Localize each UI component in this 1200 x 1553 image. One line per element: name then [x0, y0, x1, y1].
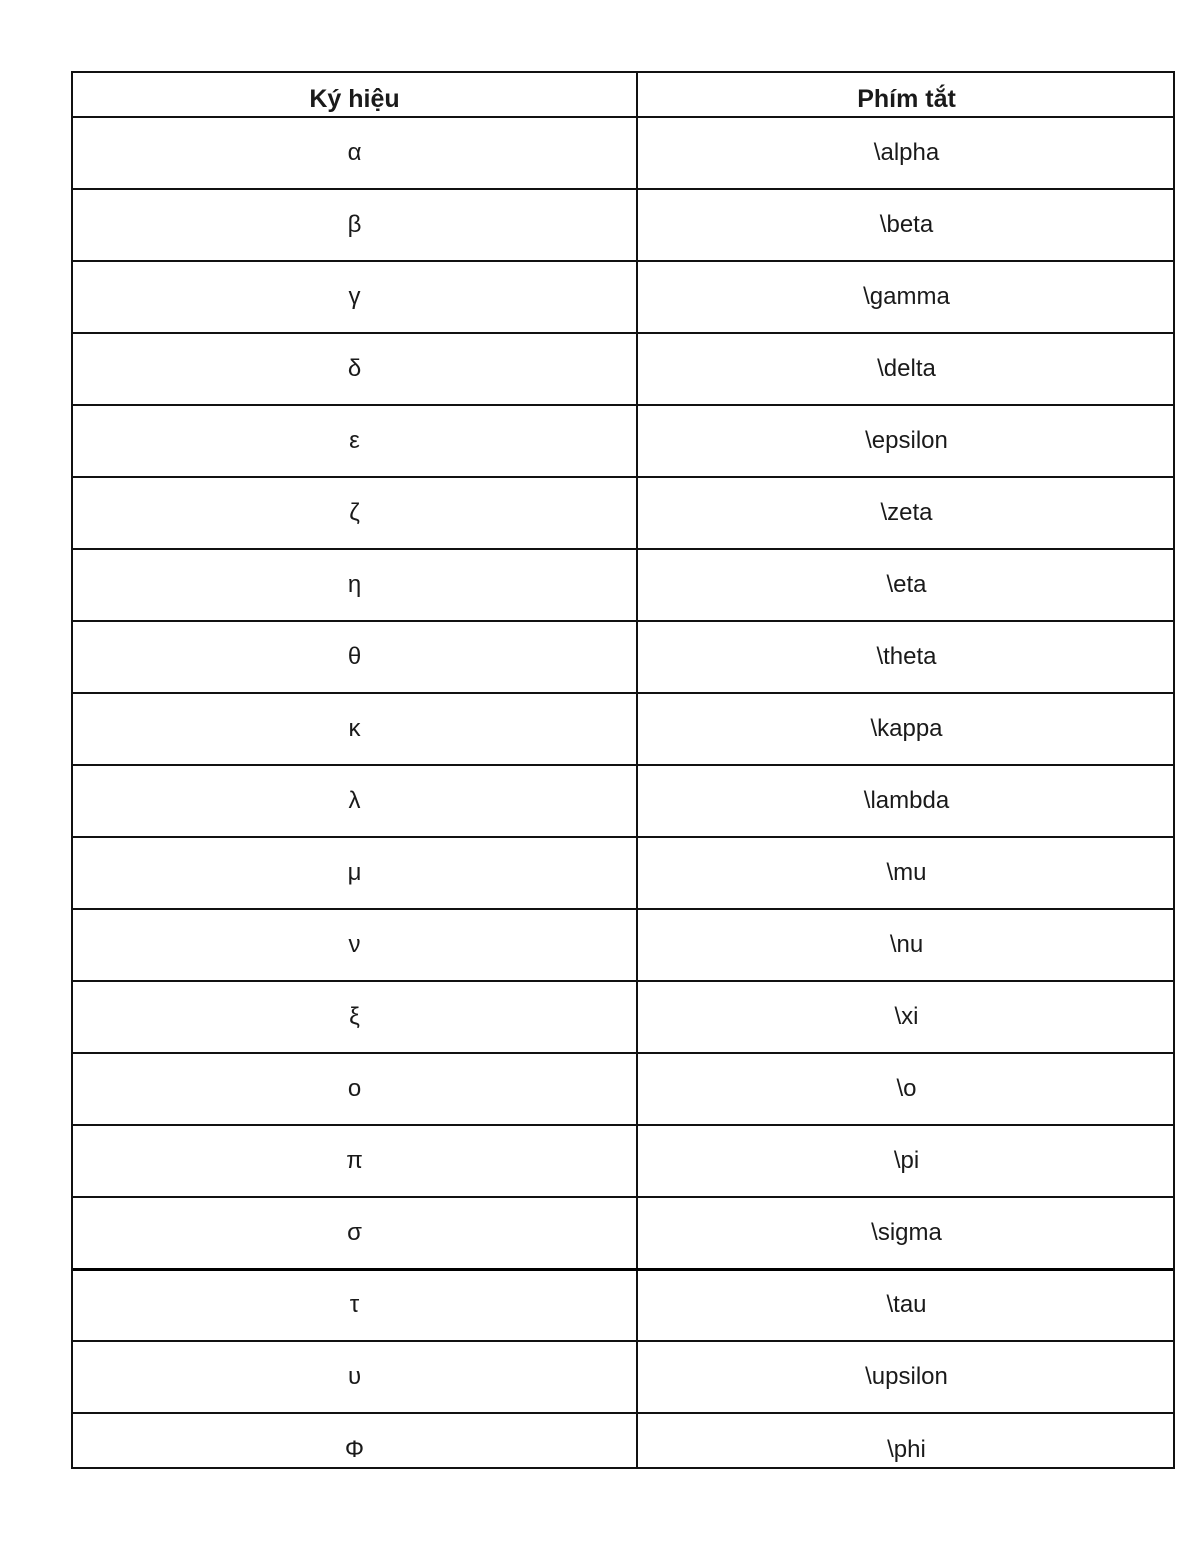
greek-shortcut-table [73, 73, 1175, 1469]
shortcut-cell: \theta [637, 621, 1175, 693]
table-row [73, 549, 1175, 621]
shortcut-cell: \xi [637, 981, 1175, 1053]
table-row [73, 765, 1175, 837]
shortcut-cell: \sigma [637, 1197, 1175, 1269]
table-row [73, 261, 1175, 333]
shortcut-cell: \epsilon [637, 405, 1175, 477]
table-row [73, 477, 1175, 549]
table-row [73, 405, 1175, 477]
shortcut-cell: \phi [637, 1413, 1175, 1469]
symbol-cell: π [73, 1125, 637, 1197]
table-row [73, 1125, 1175, 1197]
shortcut-cell: \zeta [637, 477, 1175, 549]
shortcut-cell: \gamma [637, 261, 1175, 333]
table-row [73, 1197, 1175, 1269]
table-row [73, 837, 1175, 909]
symbol-cell: λ [73, 765, 637, 837]
shortcut-cell: \nu [637, 909, 1175, 981]
shortcut-cell: \beta [637, 189, 1175, 261]
table-row [73, 189, 1175, 261]
table-row [73, 1413, 1175, 1469]
symbol-cell: δ [73, 333, 637, 405]
table-row [73, 1269, 1175, 1341]
shortcut-cell: \delta [637, 333, 1175, 405]
table-row [73, 333, 1175, 405]
table-row [73, 1053, 1175, 1125]
symbol-cell: ν [73, 909, 637, 981]
symbol-cell: Φ [73, 1413, 637, 1469]
symbol-cell: α [73, 117, 637, 189]
symbol-cell: θ [73, 621, 637, 693]
symbol-cell: σ [73, 1197, 637, 1269]
table-row [73, 909, 1175, 981]
symbol-cell: μ [73, 837, 637, 909]
symbol-cell: γ [73, 261, 637, 333]
shortcut-cell: \lambda [637, 765, 1175, 837]
symbol-cell: ο [73, 1053, 637, 1125]
symbol-cell: ξ [73, 981, 637, 1053]
shortcut-cell: \tau [637, 1269, 1175, 1341]
shortcut-cell: \upsilon [637, 1341, 1175, 1413]
table-row [73, 693, 1175, 765]
shortcut-cell: \eta [637, 549, 1175, 621]
table-header-row [73, 73, 1175, 117]
shortcut-cell: \kappa [637, 693, 1175, 765]
symbol-cell: ε [73, 405, 637, 477]
table-row [73, 117, 1175, 189]
shortcut-cell: \mu [637, 837, 1175, 909]
header-symbol: Ký hiệu [73, 73, 637, 117]
document-page [71, 71, 1175, 1469]
shortcut-cell: \pi [637, 1125, 1175, 1197]
table-row [73, 1341, 1175, 1413]
symbol-cell: υ [73, 1341, 637, 1413]
table-row [73, 621, 1175, 693]
symbol-cell: κ [73, 693, 637, 765]
symbol-cell: η [73, 549, 637, 621]
symbol-cell: β [73, 189, 637, 261]
shortcut-cell: \o [637, 1053, 1175, 1125]
table-row [73, 981, 1175, 1053]
shortcut-cell: \alpha [637, 117, 1175, 189]
symbol-cell: τ [73, 1269, 637, 1341]
symbol-cell: ζ [73, 477, 637, 549]
header-shortcut: Phím tắt [637, 73, 1175, 117]
